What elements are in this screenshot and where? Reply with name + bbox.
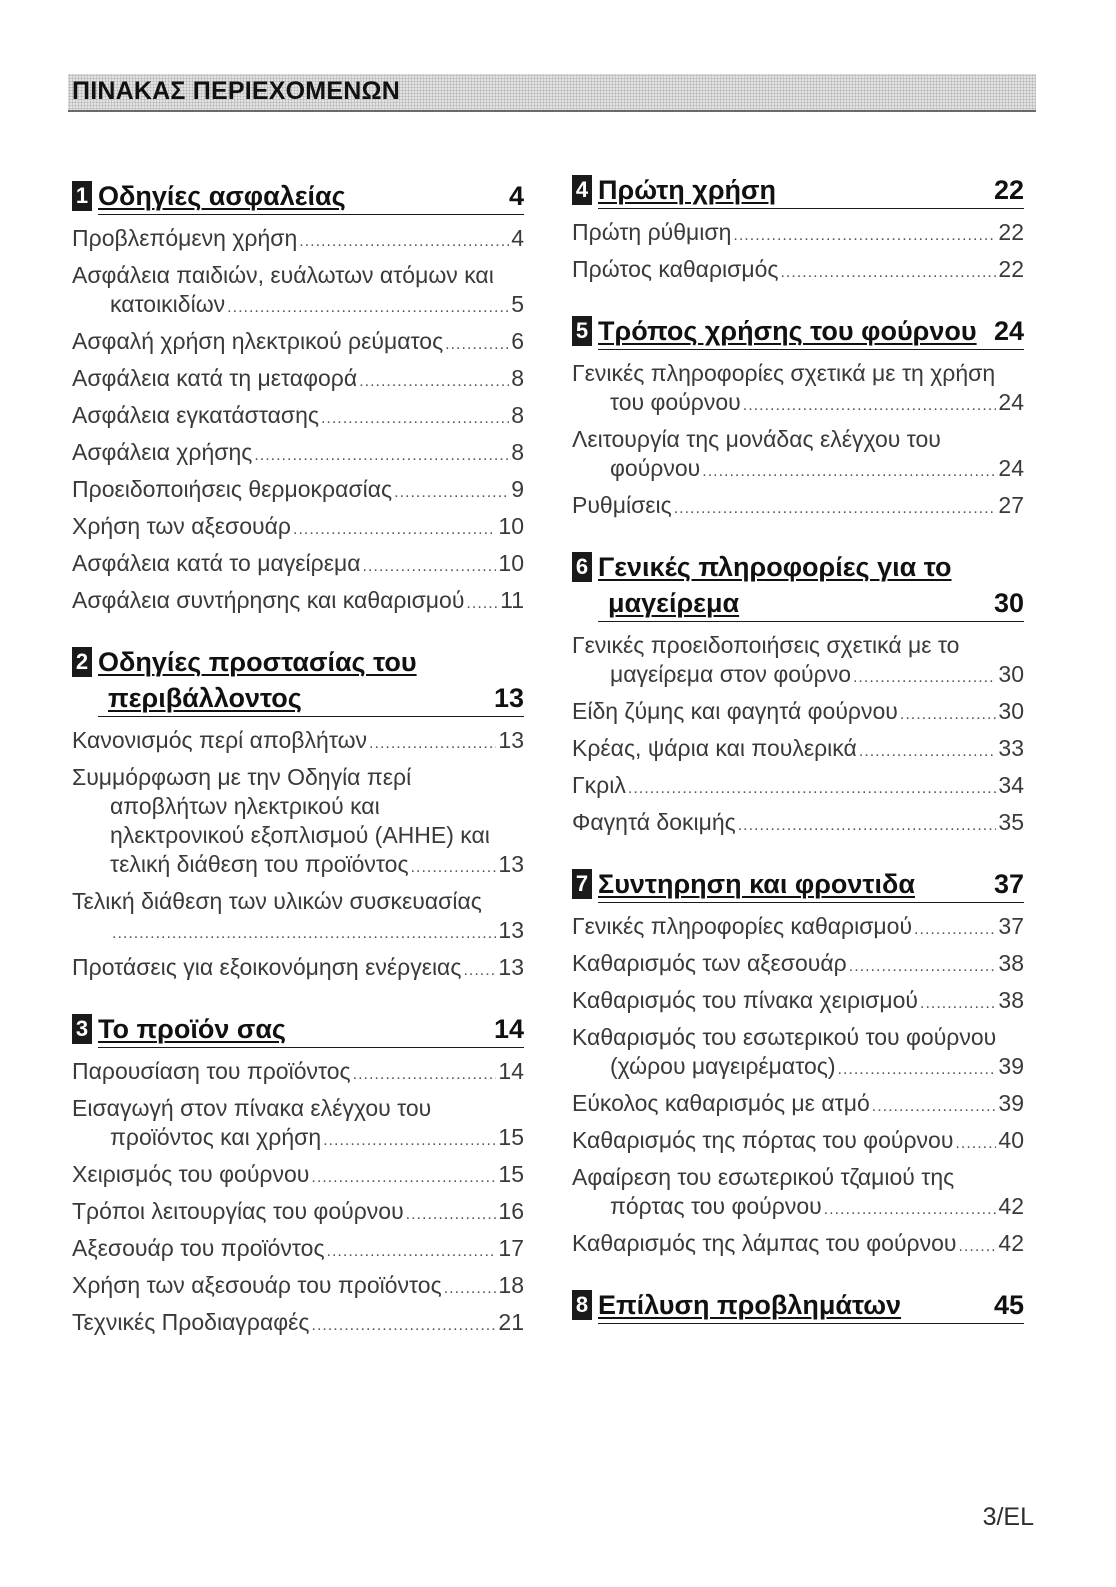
toc-entry[interactable] (572, 912, 1024, 944)
dot-leader (254, 438, 509, 470)
dot-leader (743, 388, 997, 420)
toc-entry-page: 6 (511, 328, 524, 354)
dot-leader (299, 224, 509, 256)
toc-entry-text: Καθαρισμός του πίνακα χειρισμού (572, 987, 918, 1013)
dot-leader (394, 475, 509, 507)
section-title (598, 549, 1024, 622)
toc-section (572, 1287, 1024, 1324)
toc-entry[interactable] (72, 327, 524, 359)
toc-entry-page: 42 (998, 1230, 1024, 1256)
toc-entry-page: 5 (511, 291, 524, 317)
toc-section (72, 1011, 524, 1340)
dot-leader (955, 1126, 996, 1158)
toc-entry-line (72, 1308, 524, 1340)
toc-entry-page: 13 (498, 727, 524, 753)
toc-entry-text: Ασφάλεια συντήρησης και καθαρισμού (72, 587, 465, 613)
page-number: 3/EL (982, 1503, 1034, 1531)
toc-entry-page: 38 (998, 950, 1024, 976)
toc-entry-line (72, 953, 524, 985)
dot-leader (323, 1123, 496, 1155)
toc-entry-page: 35 (998, 809, 1024, 835)
dot-leader (363, 549, 497, 581)
section-title-line (98, 644, 524, 680)
section-title-line (98, 1011, 524, 1048)
section-heading[interactable] (572, 1287, 1024, 1324)
toc-entry-page: 13 (498, 917, 524, 943)
toc-entry-text: Συμμόρφωση με την Οδηγία περί (72, 764, 412, 790)
toc-section (72, 644, 524, 985)
toc-entry[interactable] (72, 1160, 524, 1192)
toc-entry[interactable] (572, 949, 1024, 981)
section-title-line (598, 585, 1024, 622)
toc-entry-line (572, 491, 1024, 523)
page-header (68, 74, 1036, 112)
toc-entry-text: ηλεκτρονικού εξοπλισμού (ΑΗΗΕ) και (110, 822, 490, 848)
dot-leader (327, 1234, 497, 1266)
toc-entry[interactable] (572, 1126, 1024, 1158)
toc-entry-text: του φούρνου (610, 389, 741, 415)
toc-entry[interactable] (72, 261, 524, 322)
dot-leader (920, 986, 996, 1018)
toc-entry-text: Εύκολος καθαρισμός με ατμό (572, 1090, 870, 1116)
toc-section (572, 549, 1024, 840)
toc-entry-line (72, 438, 524, 470)
dot-leader (914, 912, 996, 944)
toc-entry-line (72, 290, 524, 322)
toc-entry-line (72, 887, 524, 916)
toc-entry-page: 18 (498, 1272, 524, 1298)
toc-entry-list (72, 224, 524, 618)
section-title-text: περιβάλλοντος (108, 683, 302, 713)
toc-entry-line (72, 1197, 524, 1229)
toc-entry[interactable] (572, 631, 1024, 692)
dot-leader (849, 949, 997, 981)
dot-leader (702, 454, 996, 486)
toc-entry[interactable] (572, 491, 1024, 523)
section-number: 6 (572, 552, 592, 582)
dot-leader (353, 1057, 497, 1089)
dot-leader (674, 491, 997, 523)
toc-entry-text: Καθαρισμός της λάμπας του φούρνου (572, 1230, 957, 1256)
toc-entry-line (72, 1160, 524, 1192)
toc-entry[interactable] (72, 1197, 524, 1229)
toc-entry-page: 22 (998, 256, 1024, 282)
section-heading[interactable] (572, 866, 1024, 903)
dot-leader (321, 401, 509, 433)
section-title-text: Επίλυση προβλημάτων (598, 1290, 902, 1320)
section-page-number: 13 (493, 683, 524, 713)
section-title-text: Τρόπος χρήσης του φούρνου (598, 316, 977, 346)
toc-entry-page: 8 (511, 402, 524, 428)
toc-entry-page: 11 (500, 587, 524, 613)
toc-entry-text: Καθαρισμός του εσωτερικού του φούρνου (572, 1024, 997, 1050)
section-number: 8 (572, 1290, 592, 1320)
toc-entry-line (572, 359, 1024, 388)
toc-entry-line (572, 949, 1024, 981)
toc-entry-page: 8 (511, 365, 524, 391)
toc-entry-line (72, 512, 524, 544)
section-title-line (98, 178, 524, 215)
section-title (98, 178, 524, 215)
toc-entry-text: Λειτουργία της μονάδας ελέγχου του (572, 426, 941, 452)
toc-entry-page: 22 (998, 219, 1024, 245)
dot-leader (411, 850, 497, 882)
toc-entry-line (572, 697, 1024, 729)
toc-entry[interactable] (572, 1089, 1024, 1121)
toc-entry-page: 13 (498, 954, 524, 980)
toc-entry-line (72, 850, 524, 882)
toc-entry-text: Χειρισμός του φούρνου (72, 1161, 310, 1187)
toc-entry-text: Ασφάλεια κατά το μαγείρεμα (72, 550, 361, 576)
section-title-text: Οδηγίες ασφαλείας (98, 181, 346, 211)
toc-entry-text: Κανονισμός περί αποβλήτων (72, 727, 368, 753)
dot-leader (312, 1308, 497, 1340)
toc-entry-line (72, 1234, 524, 1266)
section-title (598, 313, 1024, 350)
dot-leader (900, 697, 997, 729)
dot-leader (369, 726, 496, 758)
toc-entry-text: μαγείρεμα στον φούρνο (610, 661, 851, 687)
toc-entry-line (572, 1052, 1024, 1084)
section-page-number: 37 (993, 869, 1024, 899)
dot-leader (112, 916, 496, 948)
toc-column-right (572, 172, 1024, 1350)
toc-section (572, 313, 1024, 523)
section-number: 7 (572, 869, 592, 899)
toc-entry-page: 24 (998, 455, 1024, 481)
toc-entry-text: Γενικές πληροφορίες καθαρισμού (572, 913, 913, 939)
toc-entry-line (72, 475, 524, 507)
toc-entry-page: 40 (998, 1127, 1024, 1153)
toc-entry-text: Τελική διάθεση των υλικών συσκευασίας (72, 888, 482, 914)
toc-column-left (72, 178, 524, 1366)
toc-entry-page: 15 (498, 1124, 524, 1150)
toc-entry-text: Αφαίρεση του εσωτερικού τζαμιού της (572, 1164, 955, 1190)
toc-entry[interactable] (72, 224, 524, 256)
section-title-text: Οδηγίες προστασίας του (98, 647, 417, 677)
section-page-number: 22 (993, 175, 1024, 205)
toc-entry-line (572, 425, 1024, 454)
toc-entry-text: Αξεσουάρ του προϊόντος (72, 1235, 325, 1261)
toc-entry[interactable] (72, 1308, 524, 1340)
section-title-text: μαγείρεμα (608, 588, 740, 618)
toc-entry-line (572, 1023, 1024, 1052)
toc-entry-line (572, 1126, 1024, 1158)
toc-entry[interactable] (72, 586, 524, 618)
toc-entry-line (72, 401, 524, 433)
toc-entry-page: 37 (998, 913, 1024, 939)
section-title (598, 866, 1024, 903)
section-title-text: Το προϊόν σας (98, 1014, 286, 1044)
section-title-line (598, 549, 1024, 585)
toc-entry[interactable] (72, 475, 524, 507)
toc-entry[interactable] (72, 364, 524, 396)
section-title (598, 1287, 1024, 1324)
toc-entry-line (572, 660, 1024, 692)
dot-leader (311, 1160, 496, 1192)
toc-entry-text: Είδη ζύμης και φαγητά φούρνου (572, 698, 898, 724)
toc-entry-line (572, 631, 1024, 660)
toc-entry-text: Ασφαλή χρήση ηλεκτρικού ρεύματος (72, 328, 444, 354)
toc-entry-text: φούρνου (610, 455, 701, 481)
section-heading[interactable] (572, 172, 1024, 209)
section-heading[interactable] (72, 1011, 524, 1048)
toc-entry-text: Χρήση των αξεσουάρ του προϊόντος (72, 1272, 442, 1298)
toc-entry-line (72, 821, 524, 850)
toc-entry-page: 33 (998, 735, 1024, 761)
toc-entry-text: Ασφάλεια εγκατάστασης (72, 402, 319, 428)
toc-entry-line (72, 327, 524, 359)
toc-section (72, 178, 524, 618)
toc-section (572, 866, 1024, 1261)
toc-entry-text: Κρέας, ψάρια και πουλερικά (572, 735, 857, 761)
dot-leader (733, 218, 996, 250)
toc-entry-page: 42 (998, 1193, 1024, 1219)
dot-leader (444, 1271, 497, 1303)
toc-entry-text: Προτάσεις για εξοικονόμηση ενέργειας (72, 954, 462, 980)
toc-entry-text: Τεχνικές Προδιαγραφές (72, 1309, 310, 1335)
toc-entry-text: Ασφάλεια κατά τη μεταφορά (72, 365, 358, 391)
section-page-number: 4 (508, 181, 524, 211)
toc-entry-page: 30 (998, 661, 1024, 687)
section-title-text: Γενικές πληροφορίες για το (598, 552, 952, 582)
section-title-line (98, 680, 524, 717)
toc-entry-page: 38 (998, 987, 1024, 1013)
toc-entry[interactable] (572, 218, 1024, 250)
dot-leader (838, 1052, 997, 1084)
section-page-number: 30 (993, 588, 1024, 618)
toc-entry-line (572, 1192, 1024, 1224)
toc-entry[interactable] (572, 425, 1024, 486)
toc-entry-text: Καθαρισμός των αξεσουάρ (572, 950, 847, 976)
toc-entry[interactable] (72, 401, 524, 433)
dot-leader (958, 1229, 996, 1261)
section-title-line (598, 172, 1024, 209)
toc-entry-page: 39 (998, 1053, 1024, 1079)
dot-leader (293, 512, 496, 544)
toc-entry-page: 27 (998, 492, 1024, 518)
section-heading[interactable] (72, 644, 524, 717)
toc-entry-text: Προβλεπόμενη χρήση (72, 225, 298, 251)
section-page-number: 24 (993, 316, 1024, 346)
section-title-text: Συντηρηση και φροντιδα (598, 869, 915, 899)
toc-entry-text: Ασφάλεια χρήσης (72, 439, 253, 465)
toc-entry[interactable] (572, 734, 1024, 766)
toc-entry-page: 17 (498, 1235, 524, 1261)
toc-entry-text: Γκριλ (572, 772, 626, 798)
toc-entry-text: Τρόποι λειτουργίας του φούρνου (72, 1198, 404, 1224)
toc-entry-line (72, 916, 524, 948)
toc-entry-text: πόρτας του φούρνου (610, 1193, 822, 1219)
dot-leader (466, 586, 498, 618)
toc-entry-text: αποβλήτων ηλεκτρικού και (110, 793, 380, 819)
toc-entry-line (72, 1094, 524, 1123)
toc-entry-line (72, 763, 524, 792)
toc-entry-page: 8 (511, 439, 524, 465)
dot-leader (406, 1197, 497, 1229)
toc-entry-line (572, 218, 1024, 250)
dot-leader (359, 364, 509, 396)
toc-entry[interactable] (72, 887, 524, 948)
toc-entry-line (72, 364, 524, 396)
toc-entry-page: 34 (998, 772, 1024, 798)
toc-entry-page: 13 (498, 851, 524, 877)
toc-entry-page: 39 (998, 1090, 1024, 1116)
section-number: 1 (72, 181, 92, 211)
toc-entry[interactable] (572, 808, 1024, 840)
section-number: 2 (72, 647, 92, 677)
toc-entry-line (72, 549, 524, 581)
toc-entry-line (572, 912, 1024, 944)
dot-leader (872, 1089, 997, 1121)
toc-entry-text: Προειδοποιήσεις θερμοκρασίας (72, 476, 393, 502)
toc-entry-text: προϊόντος και χρήση (110, 1124, 322, 1150)
toc-entry[interactable] (572, 1023, 1024, 1084)
toc-entry[interactable] (572, 986, 1024, 1018)
toc-entry[interactable] (72, 763, 524, 882)
toc-entry[interactable] (72, 1094, 524, 1155)
section-heading[interactable] (572, 313, 1024, 350)
dot-leader (824, 1192, 997, 1224)
toc-entry-line (72, 224, 524, 256)
toc-entry-text: Πρώτος καθαρισμός (572, 256, 779, 282)
toc-entry-list (572, 218, 1024, 287)
toc-entry[interactable] (72, 1234, 524, 1266)
section-page-number: 45 (993, 1290, 1024, 1320)
toc-entry-page: 10 (498, 550, 524, 576)
toc-entry-line (572, 808, 1024, 840)
section-title (98, 644, 524, 717)
toc-entry[interactable] (72, 512, 524, 544)
toc-entry[interactable] (572, 771, 1024, 803)
toc-entry-line (72, 1271, 524, 1303)
toc-entry-line (572, 986, 1024, 1018)
toc-entry-page: 15 (498, 1161, 524, 1187)
toc-entry-list (572, 631, 1024, 840)
section-title-line (598, 313, 1024, 350)
toc-entry-list (572, 912, 1024, 1261)
page-title: ΠΙΝΑΚΑΣ ΠΕΡΙΕΧΟΜΕΝΩΝ (72, 77, 400, 105)
toc-entry-line (572, 771, 1024, 803)
toc-entry-line (72, 261, 524, 290)
toc-entry-page: 4 (511, 225, 524, 251)
dot-leader (227, 290, 509, 322)
toc-entry[interactable] (72, 549, 524, 581)
section-heading[interactable] (572, 549, 1024, 622)
toc-entry-line (572, 388, 1024, 420)
toc-entry-page: 16 (498, 1198, 524, 1224)
toc-entry-list (72, 1057, 524, 1340)
toc-entry[interactable] (72, 438, 524, 470)
toc-entry-text: (χώρου μαγειρέματος) (610, 1053, 836, 1079)
toc-entry-page: 21 (498, 1309, 524, 1335)
toc-entry[interactable] (572, 1229, 1024, 1261)
section-heading[interactable] (72, 178, 524, 215)
toc-entry-text: Γενικές πληροφορίες σχετικά με τη χρήση (572, 360, 996, 386)
toc-entry-line (572, 1163, 1024, 1192)
dot-leader (780, 255, 996, 287)
toc-entry[interactable] (572, 255, 1024, 287)
toc-entry-list (72, 726, 524, 985)
toc-section (572, 172, 1024, 287)
dot-leader (445, 327, 509, 359)
toc-entry-text: κατοικιδίων (110, 291, 226, 317)
toc-entry-line (72, 792, 524, 821)
toc-entry-page: 9 (511, 476, 524, 502)
toc-entry-list (572, 359, 1024, 523)
toc-entry-text: Χρήση των αξεσουάρ (72, 513, 291, 539)
toc-entry-text: Φαγητά δοκιμής (572, 809, 736, 835)
toc-entry[interactable] (72, 953, 524, 985)
toc-entry-line (572, 1089, 1024, 1121)
toc-entry-text: Εισαγωγή στον πίνακα ελέγχου του (72, 1095, 432, 1121)
toc-entry[interactable] (72, 1057, 524, 1089)
toc-entry-line (572, 734, 1024, 766)
dot-leader (853, 660, 996, 692)
toc-entry-page: 14 (498, 1058, 524, 1084)
toc-entry-text: Γενικές προειδοποιήσεις σχετικά με το (572, 632, 960, 658)
dot-leader (463, 953, 496, 985)
toc-entry-line (572, 255, 1024, 287)
section-title-line (598, 866, 1024, 903)
toc-entry-line (72, 1057, 524, 1089)
toc-entry[interactable] (572, 359, 1024, 420)
toc-entry-line (72, 586, 524, 618)
toc-entry[interactable] (72, 1271, 524, 1303)
toc-entry-text: Πρώτη ρύθμιση (572, 219, 732, 245)
toc-entry-line (72, 726, 524, 758)
section-title-text: Πρώτη χρήση (598, 175, 777, 205)
toc-entry-text: τελική διάθεση του προϊόντος (110, 851, 409, 877)
toc-entry[interactable] (572, 1163, 1024, 1224)
section-number: 3 (72, 1014, 92, 1044)
section-title (598, 172, 1024, 209)
toc-entry-line (572, 1229, 1024, 1261)
toc-entry-line (572, 454, 1024, 486)
dot-leader (628, 771, 997, 803)
dot-leader (859, 734, 997, 766)
toc-entry-page: 30 (998, 698, 1024, 724)
toc-entry-page: 24 (998, 389, 1024, 415)
toc-entry[interactable] (72, 726, 524, 758)
section-number: 4 (572, 175, 592, 205)
toc-entry-line (72, 1123, 524, 1155)
toc-entry-text: Ασφάλεια παιδιών, ευάλωτων ατόμων και (72, 262, 494, 288)
section-number: 5 (572, 316, 592, 346)
section-page-number: 14 (493, 1014, 524, 1044)
toc-entry-text: Καθαρισμός της πόρτας του φούρνου (572, 1127, 954, 1153)
toc-entry-text: Ρυθμίσεις (572, 492, 672, 518)
toc-entry-text: Παρουσίαση του προϊόντος (72, 1058, 351, 1084)
toc-entry[interactable] (572, 697, 1024, 729)
dot-leader (738, 808, 997, 840)
section-title-line (598, 1287, 1024, 1324)
section-title (98, 1011, 524, 1048)
toc-entry-page: 10 (498, 513, 524, 539)
